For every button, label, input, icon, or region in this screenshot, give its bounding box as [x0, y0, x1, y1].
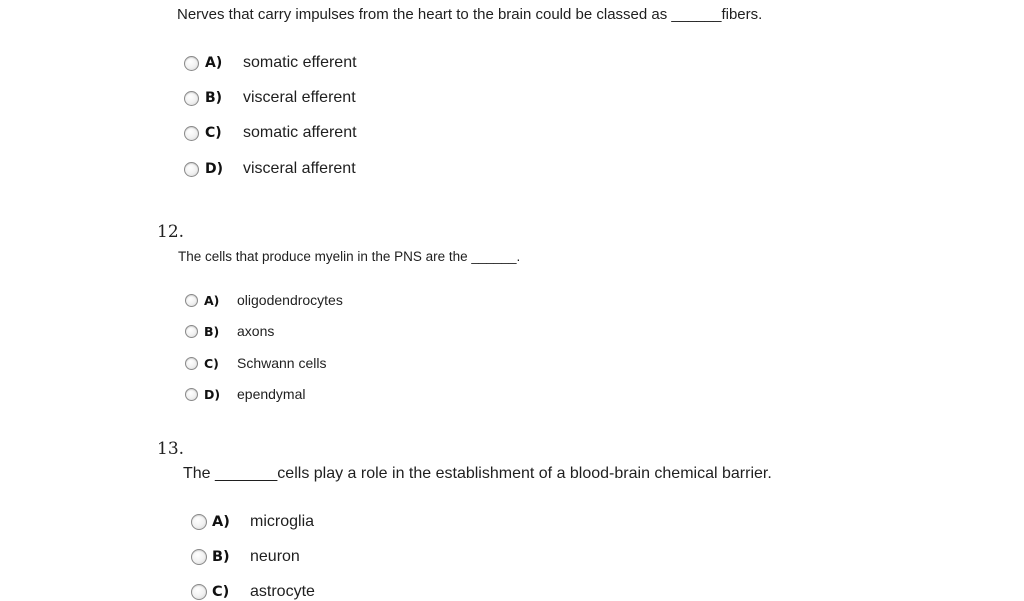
question-number: 12. [157, 222, 185, 242]
option-c[interactable] [184, 124, 357, 142]
radio-button[interactable] [185, 294, 198, 307]
option-b[interactable] [184, 89, 356, 107]
option-label: somatic efferent [243, 54, 357, 71]
question-text: Nerves that carry impulses from the heart to the brain could be classed as ______fibers. [177, 6, 763, 23]
option-letter: D) [205, 161, 224, 177]
radio-button[interactable] [191, 584, 207, 600]
option-b[interactable] [185, 323, 274, 339]
question-text: The cells that produce myelin in the PNS are the ______. [178, 249, 521, 264]
option-a[interactable] [185, 292, 343, 308]
radio-button[interactable] [191, 549, 207, 565]
option-letter: C) [205, 125, 222, 141]
option-d[interactable] [184, 160, 356, 178]
option-label: ependymal [237, 386, 306, 402]
option-label: visceral afferent [243, 160, 356, 177]
option-letter: A) [205, 55, 223, 71]
radio-button[interactable] [184, 56, 199, 71]
option-label: Schwann cells [237, 355, 327, 371]
option-b[interactable] [191, 548, 300, 566]
question-number: 13. [157, 439, 185, 459]
radio-button[interactable] [191, 514, 207, 530]
option-label: oligodendrocytes [237, 292, 343, 308]
option-a[interactable] [184, 54, 357, 72]
radio-button[interactable] [184, 91, 199, 106]
option-label: somatic afferent [243, 124, 357, 141]
radio-button[interactable] [185, 388, 198, 401]
option-label: visceral efferent [243, 89, 356, 106]
option-c[interactable] [191, 583, 315, 601]
radio-button[interactable] [184, 126, 199, 141]
option-label: astrocyte [250, 583, 315, 600]
option-letter: A) [204, 292, 220, 308]
option-d[interactable] [185, 386, 306, 402]
radio-button[interactable] [185, 357, 198, 370]
option-letter: C) [212, 584, 230, 600]
option-label: neuron [250, 548, 300, 565]
option-label: microglia [250, 513, 315, 530]
option-letter: B) [204, 323, 220, 339]
option-letter: C) [204, 355, 219, 371]
radio-button[interactable] [185, 325, 198, 338]
option-c[interactable] [185, 355, 327, 371]
question-text: The _______cells play a role in the establishment of a blood-brain chemical barrier. [183, 465, 772, 482]
option-letter: B) [205, 90, 223, 106]
option-letter: D) [204, 386, 221, 402]
option-letter: B) [212, 549, 230, 565]
option-letter: A) [212, 514, 230, 530]
option-a[interactable] [191, 513, 314, 531]
option-label: axons [237, 323, 275, 339]
radio-button[interactable] [184, 162, 199, 177]
